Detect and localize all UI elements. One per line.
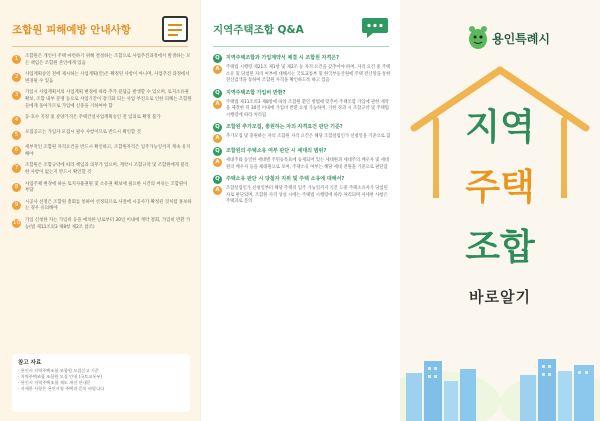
question-text: 주택소유 판단 시 당첨자 지위 및 주택 소유에 대해서? [226, 176, 345, 182]
list-number-badge: 1 [12, 55, 21, 64]
list-number-badge: 9 [12, 201, 21, 210]
qa-item [213, 123, 393, 143]
mascot-icon [466, 24, 490, 50]
qa-divider [213, 46, 389, 47]
list-number-badge: 10 [13, 219, 20, 226]
list-number-badge: 5 [12, 131, 21, 140]
question-badge: Q [213, 54, 222, 63]
list-number-badge: 2 [12, 73, 21, 82]
answer-text: 조합설립인가 신청일부터 해당 주택의 입주 가능일까지 기간 도중 주택소유자가 당첨된 자로 판단되며, 조합원 자격 상실 시에는 주택법 시행령에 따라 처리되며 자세한 사항은 주택과로 문의 [226, 186, 388, 204]
list-number-badge: 6 [12, 146, 21, 155]
left-panel [0, 0, 200, 421]
list-item-text: 동·호수 지정 및 분양가격은 주택건설사업계획승인 전 임의로 확정 불가 [25, 115, 161, 121]
list-item-text: 모집공고는 가입자 모집시 필수 사항이므로 반드시 확인할 것 [25, 130, 141, 136]
list-number-badge: 3 [12, 91, 21, 100]
cover-panel [400, 0, 600, 421]
list-item-text: 가입 신청한 자는 가입비 등을 예치한 날로부터 30일 이내에 계약 철회, 가입비 반환 가능(법 제11조의3 제8항 제2조 참조) [25, 217, 191, 230]
question-text: 조합원 추가모집, 충원하는 자의 자격요건 판단 기준? [226, 124, 343, 130]
question-text: 조합원의 주택소유 여부 판단 시 세대의 범위? [226, 148, 327, 154]
qa-item [213, 147, 393, 171]
answer-badge: A [213, 134, 222, 143]
list-item [12, 182, 192, 195]
list-item [12, 200, 192, 213]
reference-line: · 용인시 지역주택조합 제도 개선 안내문 [18, 380, 91, 385]
list-item [12, 130, 192, 140]
middle-panel [200, 0, 400, 421]
cover-title-line2: 주택 [465, 167, 535, 208]
left-panel-title: 조합원 피해예방 안내사항 [12, 24, 131, 36]
list-number-badge: 4 [12, 116, 21, 125]
cover-title-line3: 조합 [465, 227, 535, 268]
list-item-text: 조합원은 개인이 주택 마련하기 위해 결성하는 조합으로 사업추진과정에서 발생하는 모든 책임은 조합원 본인에게 있음 [25, 54, 191, 66]
list-number-badge: 7 [12, 164, 21, 173]
list-item-text: 사업주체 변경에 따른 토지사용권원 및 소유권 확보에 필요한 시간의 여유는 조합원이 부담 [25, 181, 188, 194]
reference-line: · 지역주택조합 조합원 모집 안내 (국토교통부) [18, 374, 103, 379]
qa-item [213, 54, 393, 85]
answer-text: 주택법 제11조의3 제8항에 따라 조합원 환인 방법에 맞추어 주택조합 가입에 관한 계약을 체결한 뒤 30일 이내에 가입비 반환 요청 가능하며, 기한 경과 시 조합규약 및 주택법 시행령에 따라 처리됨 [226, 99, 389, 118]
list-item [12, 54, 192, 67]
precaution-list [12, 54, 192, 236]
answer-badge: A [213, 100, 222, 109]
cover-title-line1: 지역 [465, 107, 535, 148]
qa-header [213, 16, 389, 44]
list-item [12, 115, 192, 125]
qa-title: 지역주택조합 Q&A [213, 24, 304, 36]
answer-text: 추가모집 및 충원하는 자의 조합원 자격 요건은 해당 조합설립인가 신청일을 기준으로 함 [226, 134, 391, 139]
question-badge: Q [213, 175, 222, 184]
city-skyline-illustration [400, 331, 600, 421]
reference-title: 참고 자료 [18, 360, 42, 366]
list-item-text: 시공사 선정은 조합원 총회를 통하여 선정되므로 사전에 시공사가 확정된 것처럼 홍보하는 경우 유의해야 [25, 199, 192, 212]
question-badge: Q [213, 123, 222, 132]
question-badge: Q [213, 147, 222, 156]
answer-text: 세대주와 동일한 세대별 주민등록표에 등재되어 있는 세대원과 세대주의 배우자 및 세대원의 배우자 등을 세대원으로 보며, 주택소유 여부는 해당 세대 전원을 기준으로 판단함 [226, 158, 390, 170]
answer-badge: A [213, 186, 222, 195]
reference-box [12, 354, 190, 412]
reference-line: · 자세한 사항은 용인시청 주택과 문의 바랍니다 [18, 386, 105, 391]
left-panel-header [12, 16, 188, 44]
chat-bubble-icon [361, 16, 389, 40]
list-item-text: 세부적인 조합원 자격요건을 반드시 확인하고, 조합원자격은 입주가능일까지 계속 유지 해야 [25, 145, 191, 157]
reference-line: · 용인시 지역주택조합 조합원 모집신고 기준 [18, 368, 99, 373]
logo-text: 용인특례시 [492, 32, 550, 46]
left-panel-divider [12, 46, 188, 47]
city-logo [466, 22, 590, 52]
list-item [12, 218, 192, 231]
list-number-badge: 8 [12, 183, 21, 192]
cover-subtitle: 바로알기 [469, 288, 531, 306]
qa-item [213, 89, 393, 120]
list-item-text: 사업계획승인 전에 제시하는 사업계획(안)은 확정된 사항이 아니며, 사업추진 과정에서 변경될 수 있음 [25, 72, 190, 84]
question-text: 지역주택조합과 가입계약서 체결 시 조합원 자격은? [226, 55, 340, 61]
qa-list [213, 54, 393, 210]
list-item [12, 72, 192, 85]
list-item [12, 145, 192, 158]
list-item [12, 163, 192, 176]
answer-badge: A [213, 65, 222, 74]
memo-icon [162, 16, 188, 42]
answer-text: 주택법 시행령 제21조 제1항 및 제2조 등 자격 요건을 갖추어야 하며, 자격 요건 중 주택소유 및 당첨된 자의 여부에 대해서는 국토교통부 및 한국부동산원에 주택 전산망을 통한 전산검색을 통하여 조합원 자격을 확인하도록 하고 있음 [226, 65, 391, 83]
question-badge: Q [213, 89, 222, 98]
list-item-text: 조합원은 조합규약에 따라 책임과 의무가 있으며, 계약시 조합규약 및 조합원에게 불리한 사항이 없는지 반드시 확인할 것 [25, 163, 189, 175]
list-item-text: 가입시 사업계획서의 사업계획 변경에 따라 추가 분담금 발생할 수 있으며, 토지소유권 확보, 조합 내부 분쟁 등으로 사업기간이 장기화 되는 사업 부진으로 인한 피해는 조합원들에게 돌아가므로 가입에 신중을 기하여야 함 [25, 90, 192, 109]
question-text: 지역주택조합 가입비 반환? [226, 89, 286, 96]
qa-item [213, 175, 393, 206]
answer-badge: A [213, 158, 222, 167]
list-item [12, 90, 192, 110]
